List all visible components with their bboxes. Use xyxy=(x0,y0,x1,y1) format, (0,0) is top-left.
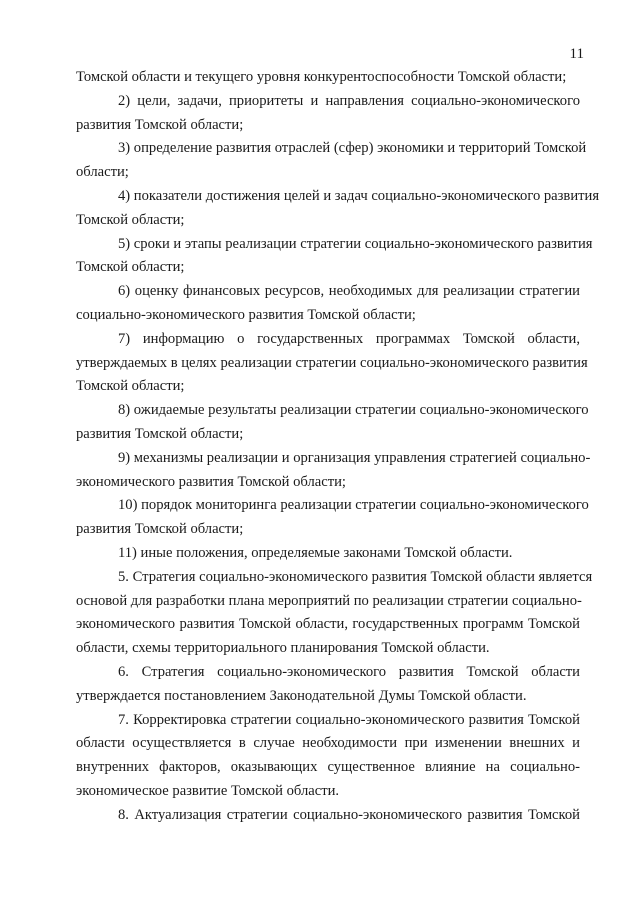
paragraph-p5 xyxy=(76,233,593,281)
text-line: социально-экономического развития Томской области; xyxy=(76,306,416,323)
text-line: 8. Актуализация стратегии социально-экономического развития Томской xyxy=(118,806,580,823)
text-line: 6) оценку финансовых ресурсов, необходимых для реализации стратегии xyxy=(118,283,580,300)
text-line: экономического развития Томской области, государственных программ Томской xyxy=(76,616,580,633)
text-line: внутренних факторов, оказывающих существенное влияние на социально- xyxy=(76,759,580,776)
text-line: 5) сроки и этапы реализации стратегии социально-экономического развития xyxy=(118,235,593,252)
paragraph-p2 xyxy=(76,90,580,138)
text-line: развития Томской области; xyxy=(76,521,244,538)
text-line: области, схемы территориального планирования Томской области. xyxy=(76,640,490,657)
text-line: 2) цели, задачи, приоритеты и направления социально-экономического xyxy=(118,92,580,109)
paragraph-s7 xyxy=(76,709,580,804)
text-line: развития Томской области; xyxy=(76,425,244,442)
paragraph-p9 xyxy=(76,447,591,495)
text-line: 3) определение развития отраслей (сфер) экономики и территорий Томской xyxy=(118,140,587,157)
document-body xyxy=(76,66,600,828)
text-line: основой для разработки плана мероприятий по реализации стратегии социально- xyxy=(76,592,582,609)
page-number: 11 xyxy=(569,46,584,62)
text-line: Томской области; xyxy=(76,378,185,395)
text-line: Томской области; xyxy=(76,211,185,228)
text-line: 5. Стратегия социально-экономического развития Томской области является xyxy=(118,568,593,585)
text-line: 11) иные положения, определяемые законами Томской области. xyxy=(118,544,513,561)
paragraph-p3 xyxy=(76,137,587,185)
text-line: 4) показатели достижения целей и задач социально-экономического развития xyxy=(118,187,600,204)
paragraph-p11 xyxy=(76,542,580,566)
paragraph-p8 xyxy=(76,399,589,447)
text-line: Томской области и текущего уровня конкурентоспособности Томской области; xyxy=(76,69,567,85)
paragraph-s8 xyxy=(76,804,580,828)
text-line: области осуществляется в случае необходимости при изменении внешних и xyxy=(76,735,580,752)
text-line: 8) ожидаемые результаты реализации стратегии социально-экономического xyxy=(118,402,589,419)
text-line: развития Томской области; xyxy=(76,116,244,133)
text-line: 7) информацию о государственных программах Томской области, xyxy=(118,330,580,347)
text-line: утверждаемых в целях реализации стратегии социально-экономического развития xyxy=(76,354,588,371)
text-line: экономического развития Томской области; xyxy=(76,473,346,490)
paragraph-p7 xyxy=(76,328,588,399)
text-line: Томской области; xyxy=(76,259,185,276)
text-line: экономическое развитие Томской области. xyxy=(76,782,340,799)
text-line: 6. Стратегия социально-экономического развития Томской области xyxy=(118,663,580,680)
paragraph-s5 xyxy=(76,566,593,661)
paragraph-p6 xyxy=(76,280,580,328)
text-line: утверждается постановлением Законодательной Думы Томской области. xyxy=(76,687,527,704)
paragraph-p4 xyxy=(76,185,600,233)
paragraph-cont xyxy=(76,66,580,90)
text-line: 10) порядок мониторинга реализации стратегии социально-экономического xyxy=(118,497,589,514)
text-line: 7. Корректировка стратегии социально-экономического развития Томской xyxy=(118,711,580,728)
paragraph-s6 xyxy=(76,661,580,709)
text-line: 9) механизмы реализации и организация управления стратегией социально- xyxy=(118,449,591,466)
text-line: области; xyxy=(76,164,129,181)
paragraph-p10 xyxy=(76,494,589,542)
